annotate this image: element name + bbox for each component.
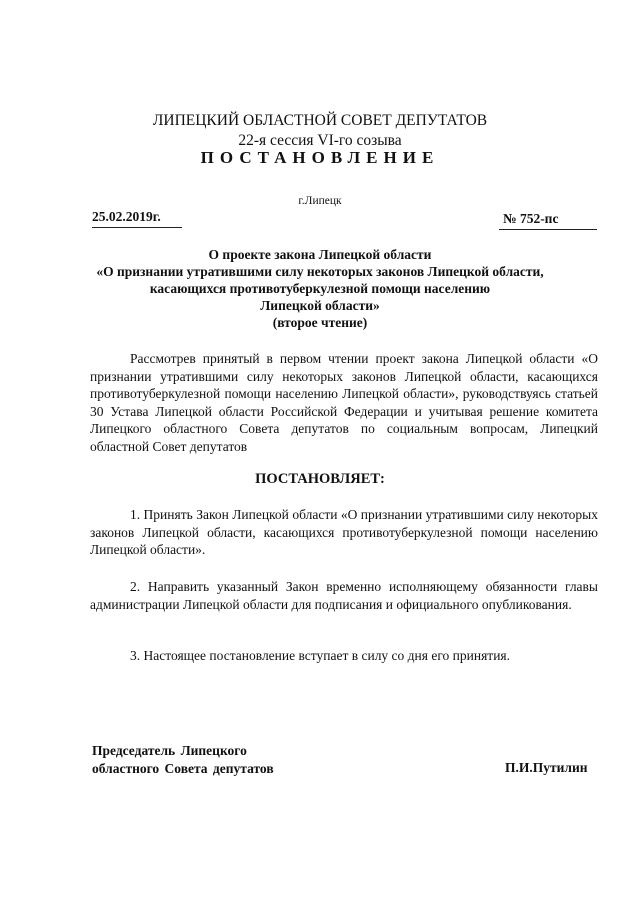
document-date: 25.02.2019г. bbox=[92, 209, 161, 224]
signatory-name: П.И.Путилин bbox=[505, 760, 588, 775]
document-number: № 752-пс bbox=[503, 211, 559, 226]
decree-item-2: 2. Направить указанный Закон временно исполняющему обязанности главы администрации Липецкой области для подписания и официального опубликования. bbox=[90, 579, 598, 612]
document-subject bbox=[0, 246, 640, 331]
number-underline bbox=[499, 229, 597, 230]
preamble-paragraph: Рассмотрев принятый в первом чтении проект закона Липецкой области «О признании утратившими силу некоторых законов Липецкой области, касающихся противотуберкулезной помощи населению Липецкой области», руководствуясь статьей 30 Устава Липецкой области Российской Федерации и учитывая решение комитета Липецкого областного Совета депутатов по социальным вопросам, Липецкий областной Совет депутатов bbox=[90, 351, 598, 454]
subject-line: касающихся противотуберкулезной помощи населению bbox=[149, 281, 491, 296]
city-name: г.Липецк bbox=[298, 195, 342, 207]
decree-heading: ПОСТАНОВЛЯЕТ: bbox=[255, 471, 385, 487]
subject-line: Липецкой области» bbox=[260, 298, 380, 313]
document-type-title: ПОСТАНОВЛЕНИЕ bbox=[200, 148, 440, 167]
signatory-position-line: Председатель Липецкого bbox=[92, 743, 247, 758]
decree-item-3: 3. Настоящее постановление вступает в силу со дня его принятия. bbox=[130, 648, 511, 663]
subject-reading-stage: (второе чтение) bbox=[272, 315, 368, 330]
subject-line: О проекте закона Липецкой области bbox=[208, 247, 432, 262]
decree-item-1: 1. Принять Закон Липецкой области «О признании утратившими силу некоторых законов Липецкой области, касающихся противотуберкулезной помощи населению Липецкой области». bbox=[90, 507, 598, 557]
subject-line: «О признании утратившими силу некоторых законов Липецкой области, bbox=[96, 264, 544, 279]
signatory-position bbox=[92, 742, 274, 777]
date-underline bbox=[92, 227, 182, 228]
organization-name: ЛИПЕЦКИЙ ОБЛАСТНОЙ СОВЕТ ДЕПУТАТОВ bbox=[152, 112, 488, 129]
signatory-position-line: областного Совета депутатов bbox=[92, 760, 274, 776]
session-info: 22-я сессия VI-го созыва bbox=[238, 132, 402, 149]
